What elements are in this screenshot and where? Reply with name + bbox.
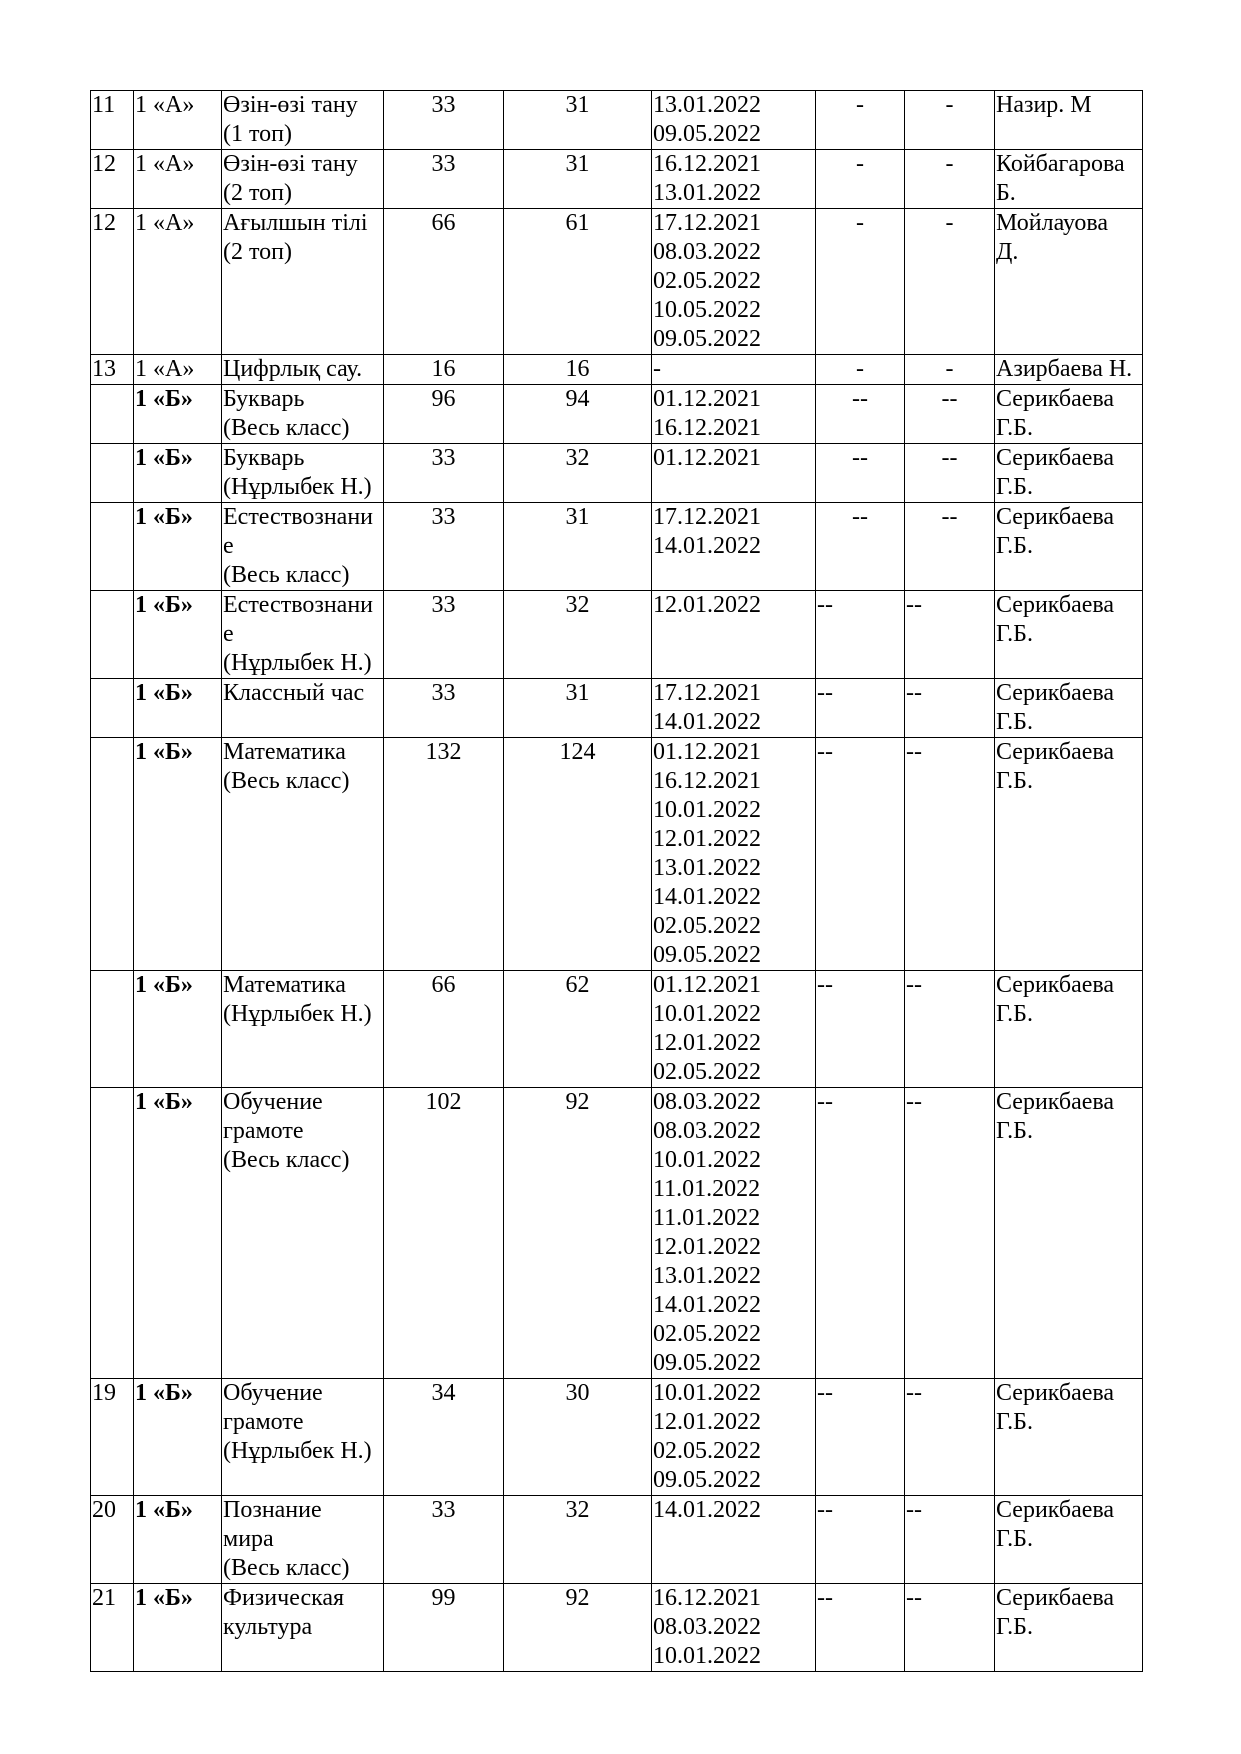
dates-cell-line: 09.05.2022 (653, 942, 761, 968)
dates-cell-line: 02.05.2022 (653, 1059, 761, 1085)
row-number-cell (91, 444, 134, 503)
dates-cell-line: 14.01.2022 (653, 533, 761, 559)
dates-cell-line: 01.12.2021 (653, 386, 761, 412)
row-number-cell (91, 738, 134, 971)
subject-cell-line: е (223, 621, 234, 647)
dates-cell-line: 10.01.2022 (653, 1001, 761, 1027)
dash-cell-2: -- (905, 591, 995, 679)
dates-cell-line: 13.01.2022 (653, 180, 761, 206)
subject-cell (222, 209, 384, 355)
planned-hours-cell: 66 (384, 971, 504, 1088)
dash-cell-2: -- (905, 1379, 995, 1496)
dates-cell-line: 13.01.2022 (653, 855, 761, 881)
dates-cell-line: 08.03.2022 (653, 1089, 761, 1115)
row-number-cell (91, 1088, 134, 1379)
row-number-cell: 21 (91, 1584, 134, 1672)
subject-cell-line: Естествознани (223, 504, 374, 530)
subject-cell-line: грамоте (223, 1409, 304, 1435)
dates-cell-line: 14.01.2022 (653, 1292, 761, 1318)
table-row (91, 1379, 1143, 1496)
class-cell: 1 «Б» (134, 1496, 222, 1584)
subject-cell-line: грамоте (223, 1118, 304, 1144)
dates-cell-line: 09.05.2022 (653, 326, 761, 352)
planned-hours-cell: 33 (384, 591, 504, 679)
planned-hours-cell: 33 (384, 679, 504, 738)
subject-cell-line: (Весь класс) (223, 562, 350, 588)
dates-cell (652, 1088, 816, 1379)
dates-cell-line: 12.01.2022 (653, 1409, 761, 1435)
dates-cell (652, 738, 816, 971)
class-cell: 1 «Б» (134, 1584, 222, 1672)
dash-cell-1: -- (816, 1584, 905, 1672)
dash-cell-1: -- (816, 591, 905, 679)
teacher-cell-line: Серикбаева (996, 1089, 1115, 1115)
dash-cell-2: -- (905, 971, 995, 1088)
table-row (91, 503, 1143, 591)
subject-cell-line: Познание (223, 1497, 322, 1523)
subject-cell (222, 1379, 384, 1496)
dates-cell (652, 355, 816, 385)
class-cell: 1 «Б» (134, 971, 222, 1088)
dates-cell-line: 09.05.2022 (653, 1350, 761, 1376)
dates-cell (652, 1584, 816, 1672)
class-cell: 1 «А» (134, 150, 222, 209)
class-cell: 1 «Б» (134, 385, 222, 444)
actual-hours-cell: 32 (504, 444, 652, 503)
teacher-cell-line: Серикбаева (996, 504, 1115, 530)
subject-cell-line: Математика (223, 972, 346, 998)
planned-hours-cell: 33 (384, 444, 504, 503)
subject-cell-line: Ағылшын тілі (223, 210, 368, 236)
subject-cell-line: (Весь класс) (223, 1555, 350, 1581)
class-cell: 1 «Б» (134, 679, 222, 738)
dash-cell-1: - (816, 91, 905, 150)
dash-cell-2: - (905, 209, 995, 355)
teacher-cell-line: Серикбаева (996, 386, 1115, 412)
actual-hours-cell: 16 (504, 355, 652, 385)
subject-cell (222, 444, 384, 503)
dates-cell-line: 10.01.2022 (653, 1380, 761, 1406)
dash-cell-2: - (905, 150, 995, 209)
dates-cell-line: 02.05.2022 (653, 268, 761, 294)
actual-hours-cell: 62 (504, 971, 652, 1088)
dash-cell-2: -- (905, 1496, 995, 1584)
class-cell: 1 «Б» (134, 1379, 222, 1496)
teacher-cell (995, 1088, 1143, 1379)
teacher-cell-line: Серикбаева (996, 739, 1115, 765)
dates-cell-line: 02.05.2022 (653, 1321, 761, 1347)
planned-hours-cell: 102 (384, 1088, 504, 1379)
subject-cell (222, 738, 384, 971)
dash-cell-2: -- (905, 1088, 995, 1379)
planned-hours-cell: 33 (384, 503, 504, 591)
dates-cell-line: 12.01.2022 (653, 1234, 761, 1260)
dates-cell (652, 1379, 816, 1496)
dates-cell (652, 503, 816, 591)
table-row (91, 738, 1143, 971)
teacher-cell (995, 1379, 1143, 1496)
teacher-cell-line: Г.Б. (996, 1526, 1033, 1552)
teacher-cell-line: Азирбаева Н. (996, 356, 1133, 382)
dash-cell-1: -- (816, 1496, 905, 1584)
teacher-cell-line: Д. (996, 239, 1019, 265)
teacher-cell-line: Серикбаева (996, 445, 1115, 471)
teacher-cell-line: Г.Б. (996, 533, 1033, 559)
dates-cell-line: 10.01.2022 (653, 1643, 761, 1669)
dates-cell-line: 12.01.2022 (653, 1030, 761, 1056)
subject-cell-line: Обучение (223, 1089, 323, 1115)
subject-cell-line: Математика (223, 739, 346, 765)
dash-cell-1: - (816, 150, 905, 209)
actual-hours-cell: 94 (504, 385, 652, 444)
subject-cell-line: Обучение (223, 1380, 323, 1406)
teacher-cell (995, 91, 1143, 150)
table-row (91, 591, 1143, 679)
dates-cell-line: 16.12.2021 (653, 1585, 761, 1611)
teacher-cell-line: Г.Б. (996, 474, 1033, 500)
subject-cell-line: культура (223, 1614, 313, 1640)
actual-hours-cell: 31 (504, 91, 652, 150)
class-cell: 1 «А» (134, 355, 222, 385)
table-row (91, 150, 1143, 209)
table-row (91, 679, 1143, 738)
dates-cell-line: 01.12.2021 (653, 972, 761, 998)
actual-hours-cell: 92 (504, 1584, 652, 1672)
planned-hours-cell: 33 (384, 1496, 504, 1584)
subject-cell (222, 355, 384, 385)
dates-cell (652, 444, 816, 503)
dates-cell-line: 10.01.2022 (653, 797, 761, 823)
class-cell: 1 «Б» (134, 444, 222, 503)
teacher-cell-line: Б. (996, 180, 1016, 206)
dash-cell-2: -- (905, 444, 995, 503)
dates-cell-line: 12.01.2022 (653, 826, 761, 852)
table-row (91, 1584, 1143, 1672)
dash-cell-1: -- (816, 444, 905, 503)
teacher-cell (995, 209, 1143, 355)
subject-cell (222, 1584, 384, 1672)
table-body (91, 91, 1143, 1672)
dash-cell-2: -- (905, 1584, 995, 1672)
actual-hours-cell: 92 (504, 1088, 652, 1379)
subject-cell-line: Классный час (223, 680, 365, 706)
table-row (91, 444, 1143, 503)
subject-cell-line: Букварь (223, 445, 305, 471)
dates-cell (652, 385, 816, 444)
planned-hours-cell: 132 (384, 738, 504, 971)
table-row (91, 971, 1143, 1088)
subject-cell (222, 503, 384, 591)
teacher-cell-line: Г.Б. (996, 709, 1033, 735)
class-cell: 1 «Б» (134, 1088, 222, 1379)
dates-cell-line: 13.01.2022 (653, 1263, 761, 1289)
subject-cell-line: е (223, 533, 234, 559)
dash-cell-1: -- (816, 385, 905, 444)
class-cell: 1 «Б» (134, 591, 222, 679)
dates-cell-line: 08.03.2022 (653, 239, 761, 265)
lesson-register-table (90, 90, 1143, 1672)
dates-cell-line: 14.01.2022 (653, 884, 761, 910)
teacher-cell-line: Г.Б. (996, 1118, 1033, 1144)
subject-cell-line: Физическая (223, 1585, 345, 1611)
subject-cell-line: Цифрлық сау. (223, 356, 363, 382)
teacher-cell (995, 503, 1143, 591)
subject-cell (222, 591, 384, 679)
class-cell: 1 «Б» (134, 738, 222, 971)
row-number-cell (91, 591, 134, 679)
dates-cell-line: 16.12.2021 (653, 415, 761, 441)
subject-cell-line: Өзін-өзі тану (223, 151, 358, 177)
table-row (91, 385, 1143, 444)
planned-hours-cell: 16 (384, 355, 504, 385)
dates-cell-line: 16.12.2021 (653, 768, 761, 794)
row-number-cell (91, 503, 134, 591)
table-row (91, 355, 1143, 385)
teacher-cell (995, 444, 1143, 503)
row-number-cell: 19 (91, 1379, 134, 1496)
dash-cell-2: -- (905, 679, 995, 738)
dash-cell-2: -- (905, 503, 995, 591)
row-number-cell: 13 (91, 355, 134, 385)
dash-cell-1: -- (816, 1088, 905, 1379)
teacher-cell (995, 971, 1143, 1088)
planned-hours-cell: 96 (384, 385, 504, 444)
dates-cell-line: 12.01.2022 (653, 592, 761, 618)
dates-cell-line: 13.01.2022 (653, 92, 761, 118)
table-row (91, 1088, 1143, 1379)
teacher-cell-line: Серикбаева (996, 680, 1115, 706)
subject-cell (222, 1496, 384, 1584)
dash-cell-1: -- (816, 679, 905, 738)
dates-cell-line: 01.12.2021 (653, 739, 761, 765)
dates-cell-line: 09.05.2022 (653, 1467, 761, 1493)
planned-hours-cell: 34 (384, 1379, 504, 1496)
class-cell: 1 «А» (134, 209, 222, 355)
subject-cell-line: (2 топ) (223, 180, 292, 206)
dash-cell-2: -- (905, 738, 995, 971)
dates-cell-line: 10.05.2022 (653, 297, 761, 323)
teacher-cell-line: Мойлауова (996, 210, 1109, 236)
dash-cell-1: -- (816, 1379, 905, 1496)
teacher-cell-line: Г.Б. (996, 1409, 1033, 1435)
dates-cell-line: 14.01.2022 (653, 1497, 761, 1523)
subject-cell-line: (Нұрлыбек Н.) (223, 474, 372, 500)
row-number-cell (91, 971, 134, 1088)
teacher-cell-line: Койбагарова (996, 151, 1125, 177)
subject-cell-line: (1 топ) (223, 121, 292, 147)
row-number-cell (91, 385, 134, 444)
subject-cell-line: мира (223, 1526, 274, 1552)
actual-hours-cell: 32 (504, 591, 652, 679)
planned-hours-cell: 33 (384, 91, 504, 150)
subject-cell-line: Естествознани (223, 592, 374, 618)
row-number-cell: 12 (91, 209, 134, 355)
subject-cell (222, 1088, 384, 1379)
dates-cell-line: 10.01.2022 (653, 1147, 761, 1173)
dates-cell (652, 679, 816, 738)
dates-cell (652, 209, 816, 355)
teacher-cell (995, 738, 1143, 971)
planned-hours-cell: 99 (384, 1584, 504, 1672)
row-number-cell (91, 679, 134, 738)
row-number-cell: 20 (91, 1496, 134, 1584)
subject-cell-line: (Нұрлыбек Н.) (223, 1438, 372, 1464)
actual-hours-cell: 124 (504, 738, 652, 971)
dates-cell-line: 02.05.2022 (653, 913, 761, 939)
teacher-cell (995, 591, 1143, 679)
teacher-cell (995, 1496, 1143, 1584)
subject-cell-line: Өзін-өзі тану (223, 92, 358, 118)
planned-hours-cell: 33 (384, 150, 504, 209)
actual-hours-cell: 61 (504, 209, 652, 355)
teacher-cell-line: Серикбаева (996, 1497, 1115, 1523)
actual-hours-cell: 32 (504, 1496, 652, 1584)
teacher-cell (995, 150, 1143, 209)
subject-cell (222, 150, 384, 209)
subject-cell-line: (Весь класс) (223, 768, 350, 794)
dash-cell-1: -- (816, 503, 905, 591)
teacher-cell-line: Серикбаева (996, 972, 1115, 998)
dash-cell-2: - (905, 355, 995, 385)
dates-cell (652, 91, 816, 150)
dash-cell-1: - (816, 209, 905, 355)
subject-cell-line: (Нұрлыбек Н.) (223, 650, 372, 676)
table-row (91, 1496, 1143, 1584)
dates-cell-line: 17.12.2021 (653, 680, 761, 706)
planned-hours-cell: 66 (384, 209, 504, 355)
dash-cell-1: -- (816, 738, 905, 971)
dates-cell (652, 1496, 816, 1584)
dates-cell-line: 17.12.2021 (653, 210, 761, 236)
teacher-cell-line: Назир. М (996, 92, 1092, 118)
table-row (91, 91, 1143, 150)
table-row (91, 209, 1143, 355)
teacher-cell (995, 355, 1143, 385)
dates-cell-line: 08.03.2022 (653, 1614, 761, 1640)
teacher-cell (995, 679, 1143, 738)
teacher-cell-line: Г.Б. (996, 1001, 1033, 1027)
dates-cell (652, 150, 816, 209)
dash-cell-1: -- (816, 971, 905, 1088)
subject-cell-line: (2 топ) (223, 239, 292, 265)
dash-cell-2: -- (905, 385, 995, 444)
teacher-cell-line: Г.Б. (996, 415, 1033, 441)
dates-cell-line: 17.12.2021 (653, 504, 761, 530)
subject-cell-line: (Нұрлыбек Н.) (223, 1001, 372, 1027)
dates-cell-line: 16.12.2021 (653, 151, 761, 177)
class-cell: 1 «Б» (134, 503, 222, 591)
actual-hours-cell: 31 (504, 503, 652, 591)
dates-cell-line: 01.12.2021 (653, 445, 761, 471)
actual-hours-cell: 31 (504, 679, 652, 738)
teacher-cell-line: Г.Б. (996, 768, 1033, 794)
dash-cell-2: - (905, 91, 995, 150)
dates-cell (652, 591, 816, 679)
subject-cell (222, 679, 384, 738)
teacher-cell (995, 385, 1143, 444)
class-cell: 1 «А» (134, 91, 222, 150)
dates-cell-line: - (653, 356, 661, 382)
actual-hours-cell: 30 (504, 1379, 652, 1496)
subject-cell-line: Букварь (223, 386, 305, 412)
teacher-cell-line: Г.Б. (996, 621, 1033, 647)
teacher-cell (995, 1584, 1143, 1672)
row-number-cell: 11 (91, 91, 134, 150)
dates-cell (652, 971, 816, 1088)
subject-cell-line: (Весь класс) (223, 415, 350, 441)
dates-cell-line: 02.05.2022 (653, 1438, 761, 1464)
dash-cell-1: - (816, 355, 905, 385)
teacher-cell-line: Серикбаева (996, 1380, 1115, 1406)
subject-cell (222, 971, 384, 1088)
dates-cell-line: 11.01.2022 (653, 1176, 761, 1202)
teacher-cell-line: Серикбаева (996, 592, 1115, 618)
teacher-cell-line: Г.Б. (996, 1614, 1033, 1640)
subject-cell (222, 385, 384, 444)
subject-cell-line: (Весь класс) (223, 1147, 350, 1173)
dates-cell-line: 08.03.2022 (653, 1118, 761, 1144)
dates-cell-line: 14.01.2022 (653, 709, 761, 735)
actual-hours-cell: 31 (504, 150, 652, 209)
row-number-cell: 12 (91, 150, 134, 209)
dates-cell-line: 09.05.2022 (653, 121, 761, 147)
dates-cell-line: 11.01.2022 (653, 1205, 761, 1231)
subject-cell (222, 91, 384, 150)
teacher-cell-line: Серикбаева (996, 1585, 1115, 1611)
